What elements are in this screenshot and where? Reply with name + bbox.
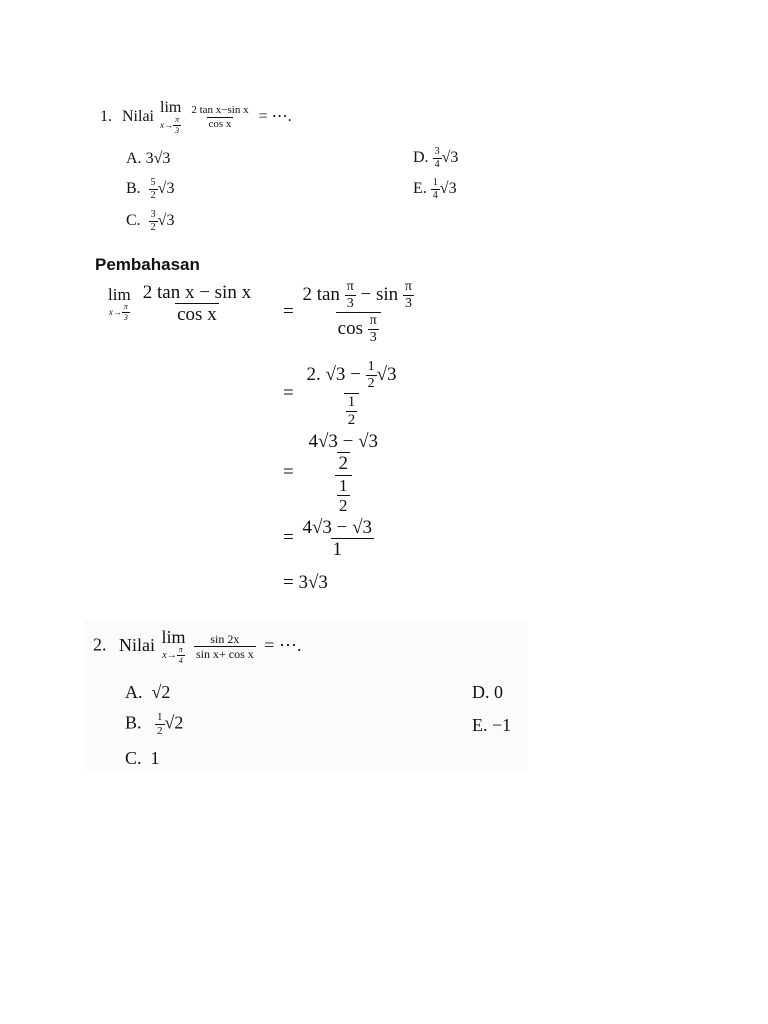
q2-tail: = ⋯.: [264, 634, 302, 655]
q2-option-e[interactable]: E. −1: [472, 715, 512, 735]
q2-option-c[interactable]: C. 1: [125, 748, 160, 768]
q2-number: 2.: [93, 634, 107, 655]
result: = 3√3: [283, 572, 328, 593]
q2-prompt: Nilai: [119, 634, 155, 655]
q1-option-e[interactable]: E. $\frac{1}{4}$ √3: [413, 177, 457, 201]
step-1: = 2 tan $\frac{\pi}{3}$ − sin $\frac{\pi}{3}$ cos $\frac{\pi}{3}$: [283, 279, 412, 345]
pembahasan-lhs: lim x → $\frac{\pi}{3}$ $\frac{\text{2 tan x − sin x}}{\text{cos x}}$: [108, 282, 252, 325]
q1-option-b[interactable]: B. $\frac{5}{2}$ √3: [126, 177, 175, 201]
question-2: [93, 628, 301, 665]
q1-option-a[interactable]: A. 3√3: [126, 150, 171, 167]
q1-option-d[interactable]: D. $\frac{3}{4}$ √3: [413, 146, 459, 170]
q1-option-c[interactable]: C. $\frac{3}{2}$ √3: [126, 209, 175, 233]
q1-prompt: Nilai: [122, 108, 154, 126]
q2-option-a[interactable]: A. √2: [125, 682, 171, 702]
q1-number: 1.: [100, 108, 112, 126]
q1-fraction: $\frac{\text{2 tan x−sin x}}{\text{cos x}}$: [191, 104, 249, 130]
q2-fraction: $\frac{\sin 2x}{\text{sin x+ cos x}}$: [196, 632, 254, 661]
q2-limit: lim x → $\frac{\pi}{4}$: [161, 627, 186, 665]
step-4: = $\frac{4√3 - √3}{1}$: [283, 517, 373, 560]
q2-option-d[interactable]: D. 0: [472, 682, 503, 702]
q1-limit: lim x → $\frac{\pi}{3}$: [160, 99, 182, 135]
question-1: [100, 100, 292, 135]
pembahasan-heading: Pembahasan: [95, 255, 200, 274]
q1-tail: = ⋯.: [258, 108, 292, 126]
step-2: = 2. √3 − $\frac{1}{2}$ √3 $\frac{1}{2}$: [283, 359, 397, 428]
q2-option-b[interactable]: B. $\frac{1}{2}$ √2: [125, 711, 184, 737]
step-3: = $\frac{\frac{4√3 - √3}{2}}{\frac{1}{2}}$: [283, 431, 379, 515]
